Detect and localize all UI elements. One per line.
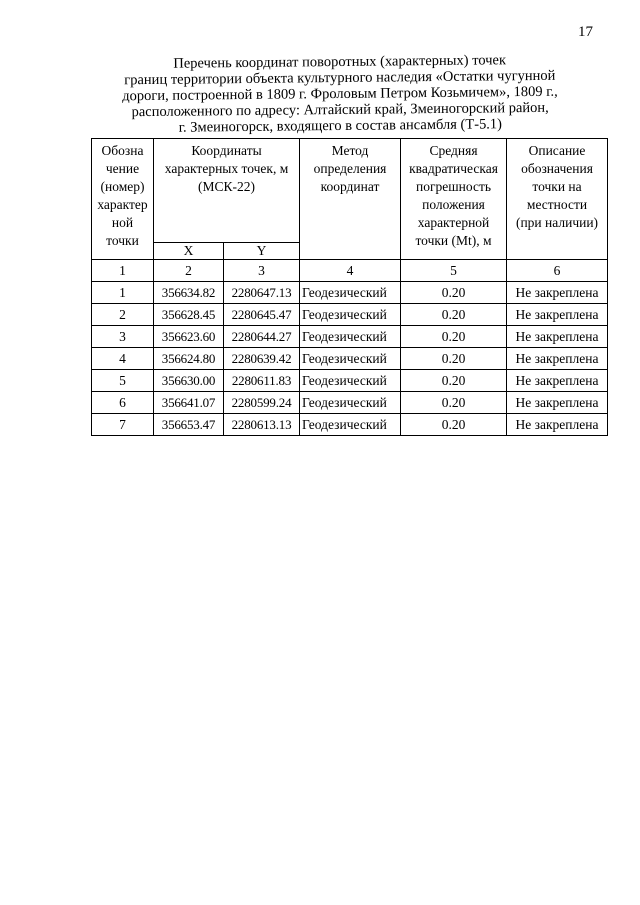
column-number: 1 [92, 260, 154, 282]
header-error: Средняя квадратическая погрешность положения характерной точки (Mt), м [401, 139, 507, 260]
method: Геодезический [300, 392, 401, 414]
description: Не закреплена [507, 326, 608, 348]
title-line: границ территории объекта культурного наследия «Остатки чугунной [124, 67, 556, 89]
coord-y: 2280645.47 [224, 304, 300, 326]
header-x: X [154, 243, 224, 260]
method: Геодезический [300, 326, 401, 348]
column-number: 4 [300, 260, 401, 282]
error-value: 0.20 [401, 304, 507, 326]
coord-x: 356624.80 [154, 348, 224, 370]
error-value: 0.20 [401, 326, 507, 348]
table-row [92, 370, 608, 392]
column-number: 5 [401, 260, 507, 282]
coord-x: 356641.07 [154, 392, 224, 414]
error-value: 0.20 [401, 282, 507, 304]
method: Геодезический [300, 304, 401, 326]
method: Геодезический [300, 348, 401, 370]
method: Геодезический [300, 370, 401, 392]
point-number: 3 [92, 326, 154, 348]
header-y: Y [224, 243, 300, 260]
method: Геодезический [300, 282, 401, 304]
table-row [92, 282, 608, 304]
description: Не закреплена [507, 392, 608, 414]
table-row [92, 348, 608, 370]
point-number: 5 [92, 370, 154, 392]
coord-x: 356634.82 [154, 282, 224, 304]
coord-y: 2280599.24 [224, 392, 300, 414]
point-number: 7 [92, 414, 154, 436]
coord-x: 356623.60 [154, 326, 224, 348]
table-row [92, 414, 608, 436]
coordinates-table-container [91, 138, 607, 436]
description: Не закреплена [507, 370, 608, 392]
description: Не закреплена [507, 348, 608, 370]
point-number: 4 [92, 348, 154, 370]
column-number: 2 [154, 260, 224, 282]
title-line: г. Змеиногорск, входящего в состав ансамбля (Т-5.1) [178, 116, 503, 136]
header-method: Метод определения координат [300, 139, 401, 260]
coord-y: 2280611.83 [224, 370, 300, 392]
error-value: 0.20 [401, 348, 507, 370]
coordinates-table [91, 138, 608, 436]
title-line: дороги, построенной в 1809 г. Фроловым Петром Козьмичем», 1809 г., [122, 83, 558, 105]
header-point-number: Обозна чение (номер) характер ной точки [92, 139, 154, 260]
column-numbers-row [92, 260, 608, 282]
method: Геодезический [300, 414, 401, 436]
title-line: Перечень координат поворотных (характерных) точек [173, 52, 507, 72]
coord-y: 2280613.13 [224, 414, 300, 436]
title-line: расположенного по адресу: Алтайский край, Змеиногорский район, [131, 99, 549, 121]
table-row [92, 304, 608, 326]
table-row [92, 392, 608, 414]
coord-y: 2280647.13 [224, 282, 300, 304]
column-number: 6 [507, 260, 608, 282]
header-row [92, 139, 608, 243]
document-title [100, 51, 581, 136]
coord-y: 2280639.42 [224, 348, 300, 370]
header-description: Описание обозначения точки на местности (при наличии) [507, 139, 608, 260]
description: Не закреплена [507, 282, 608, 304]
header-coordinates: Координаты характерных точек, м (МСК-22) [154, 139, 300, 243]
point-number: 2 [92, 304, 154, 326]
coord-x: 356628.45 [154, 304, 224, 326]
coord-x: 356630.00 [154, 370, 224, 392]
column-number: 3 [224, 260, 300, 282]
description: Не закреплена [507, 304, 608, 326]
coord-x: 356653.47 [154, 414, 224, 436]
table-row [92, 326, 608, 348]
error-value: 0.20 [401, 370, 507, 392]
error-value: 0.20 [401, 392, 507, 414]
point-number: 1 [92, 282, 154, 304]
error-value: 0.20 [401, 414, 507, 436]
coord-y: 2280644.27 [224, 326, 300, 348]
point-number: 6 [92, 392, 154, 414]
page-number: 17 [578, 24, 593, 40]
description: Не закреплена [507, 414, 608, 436]
